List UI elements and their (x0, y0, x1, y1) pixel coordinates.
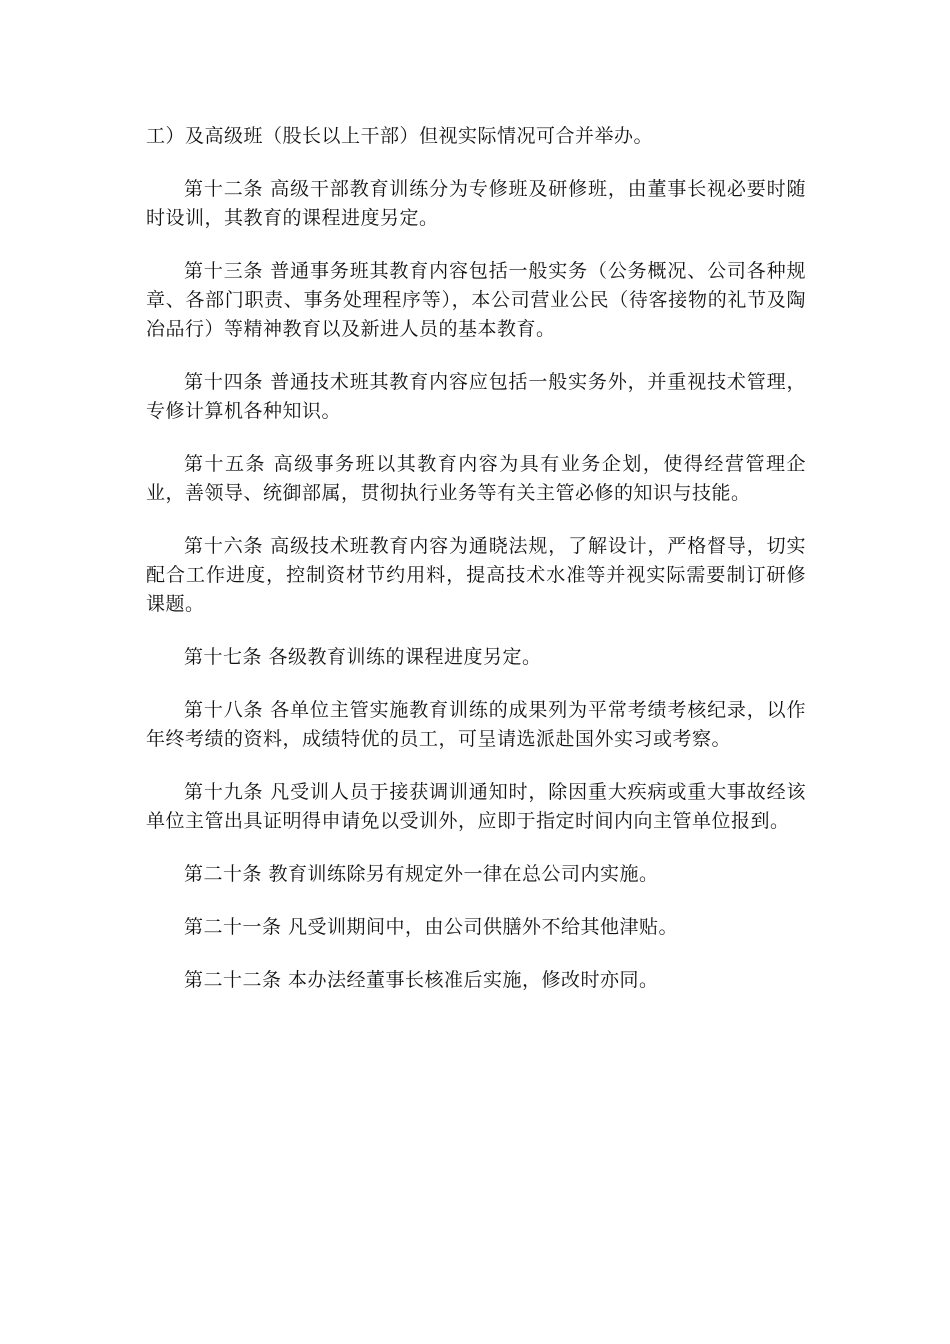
article-12: 第十二条 高级干部教育训练分为专修班及研修班，由董事长视必要时随时设训，其教育的课程进度另定。 (146, 178, 806, 229)
article-19: 第十九条 凡受训人员于接获调训通知时，除因重大疾病或重大事故经该单位主管出具证明得申请免以受训外，应即于指定时间内向主管单位报到。 (146, 781, 806, 832)
article-18: 第十八条 各单位主管实施教育训练的成果列为平常考绩考核纪录，以作年终考绩的资料，成绩特优的员工，可呈请选派赴国外实习或考察。 (146, 699, 806, 750)
article-21: 第二十一条 凡受训期间中，由公司供膳外不给其他津贴。 (184, 916, 679, 938)
paragraph-continuation: 工）及高级班（股长以上干部）但视实际情况可合并举办。 (146, 125, 654, 147)
article-14: 第十四条 普通技术班其教育内容应包括一般实务外，并重视技术管理，专修计算机各种知识。 (146, 371, 806, 422)
article-15: 第十五条 高级事务班以其教育内容为具有业务企划，使得经营管理企业，善领导、统御部属，贯彻执行业务等有关主管必修的知识与技能。 (146, 453, 806, 504)
document-page (146, 122, 806, 1019)
article-17: 第十七条 各级教育训练的课程进度另定。 (184, 646, 542, 668)
article-16: 第十六条 高级技术班教育内容为通晓法规，了解设计，严格督导，切实配合工作进度，控制资材节约用料，提高技术水准等并视实际需要制订研修课题。 (146, 535, 806, 615)
article-13: 第十三条 普通事务班其教育内容包括一般实务（公务概况、公司各种规章、各部门职责、事务处理程序等），本公司营业公民（待客接物的礼节及陶冶品行）等精神教育以及新进人员的基本教育。 (146, 260, 806, 340)
article-22: 第二十二条 本办法经董事长核准后实施，修改时亦同。 (184, 969, 659, 991)
article-20: 第二十条 教育训练除另有规定外一律在总公司内实施。 (184, 863, 659, 885)
